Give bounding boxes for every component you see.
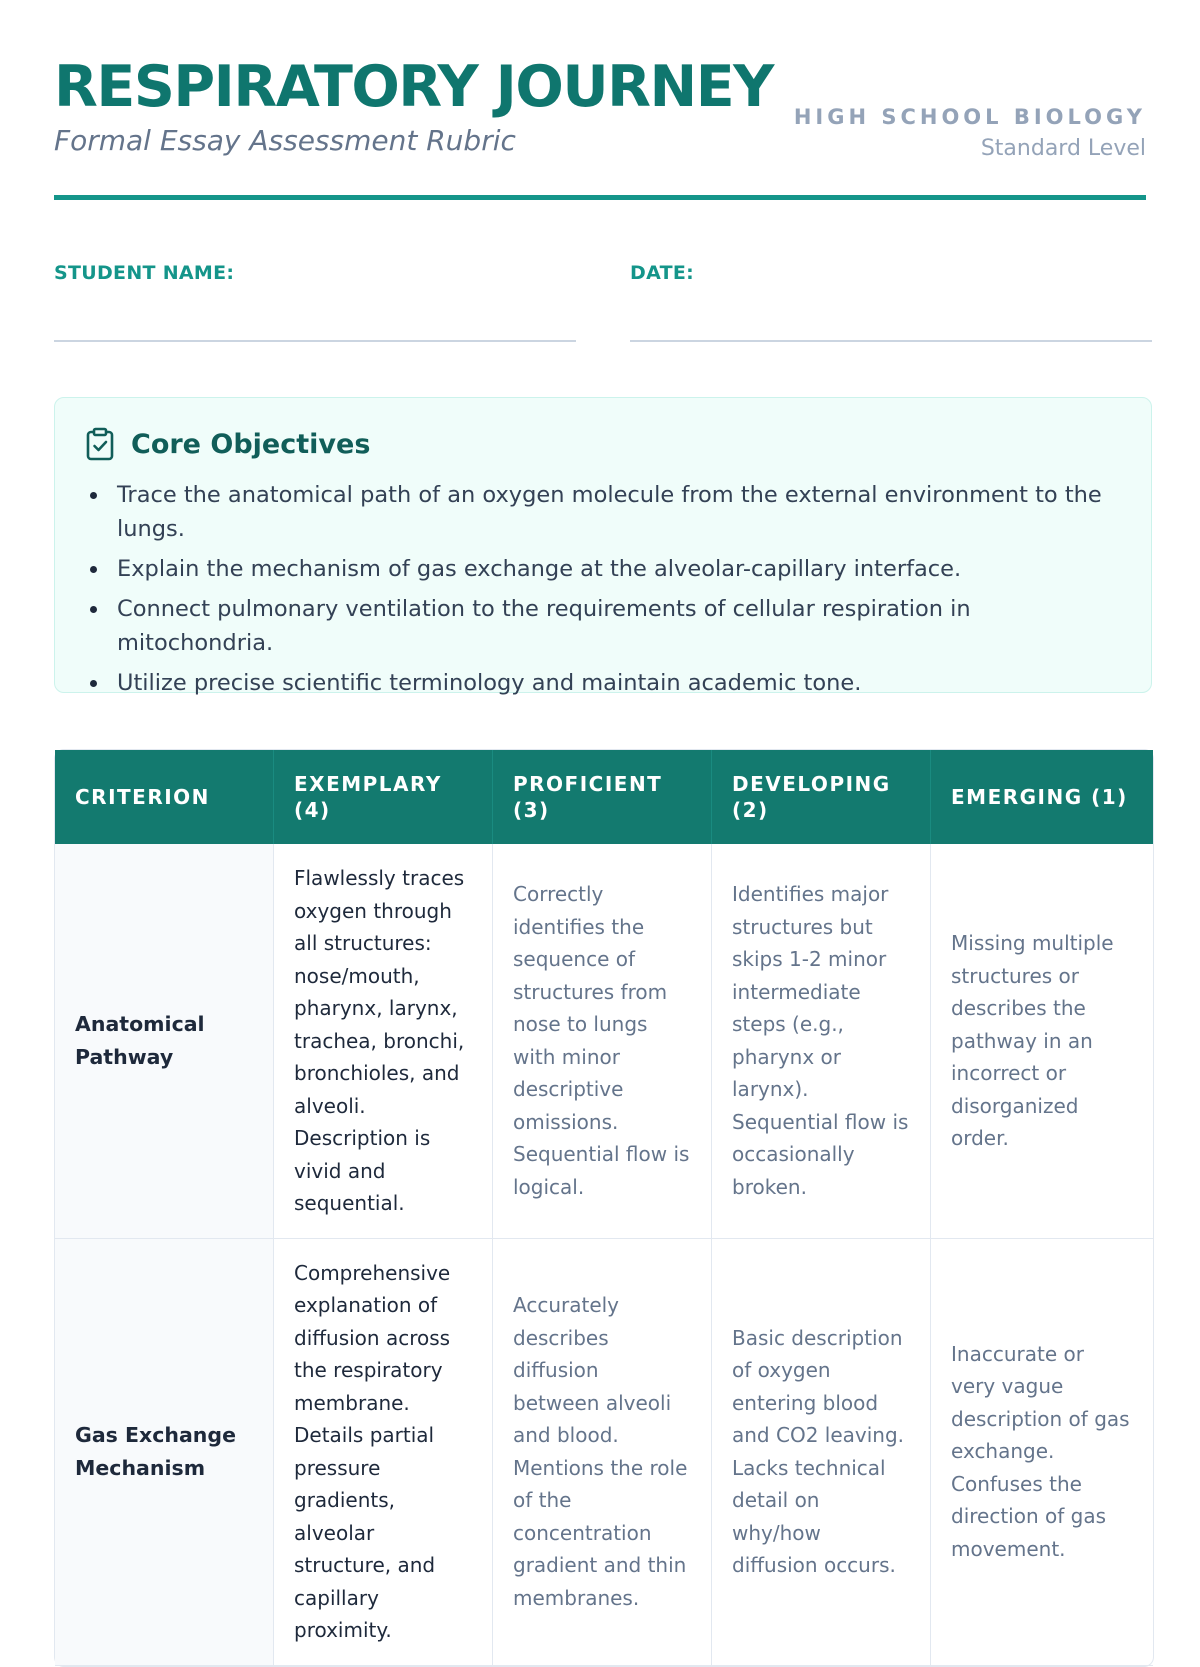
student-name-field[interactable] — [54, 262, 576, 342]
header — [54, 52, 1146, 200]
header-criterion: CRITERION — [55, 750, 274, 844]
header-proficient: PROFICIENT (3) — [493, 750, 712, 844]
date-label: DATE: — [630, 262, 695, 284]
header-emerging: EMERGING (1) — [931, 750, 1153, 844]
developing-cell: Identifies major structures but skips 1-2 minor intermediate steps (e.g., pharynx or larynx). Sequential flow is occasionally broken. — [712, 844, 931, 1239]
criterion-cell: Gas Exchange Mechanism — [55, 1239, 274, 1666]
rubric-table — [54, 749, 1154, 1667]
criterion-cell: Anatomical Pathway — [55, 844, 274, 1239]
objective-item: Utilize precise scientific terminology and maintain academic tone. — [85, 666, 1121, 700]
table-row — [55, 844, 1153, 1239]
course-label: HIGH SCHOOL BIOLOGY — [793, 105, 1146, 129]
header-developing: DEVELOPING (2) — [712, 750, 931, 844]
page-title: RESPIRATORY JOURNEY — [54, 54, 773, 120]
objectives-list — [85, 478, 1121, 700]
clipboard-check-icon — [85, 427, 115, 461]
objective-item: Explain the mechanism of gas exchange at the alveolar-capillary interface. — [85, 552, 1121, 586]
table-header-row — [55, 750, 1153, 844]
exemplary-cell: Comprehensive explanation of diffusion across the respiratory membrane. Details partial pressure gradients, alveolar structure, and capillary proximity. — [274, 1239, 493, 1666]
objectives-heading — [85, 426, 1121, 462]
emerging-cell: Inaccurate or very vague description of gas exchange. Confuses the direction of gas movement. — [931, 1239, 1153, 1666]
level-label: Standard Level — [980, 136, 1146, 161]
page-subtitle: Formal Essay Assessment Rubric — [54, 124, 516, 157]
student-name-label: STUDENT NAME: — [54, 262, 235, 284]
proficient-cell: Accurately describes diffusion between alveoli and blood. Mentions the role of the concentration gradient and thin membranes. — [493, 1239, 712, 1666]
objective-item: Connect pulmonary ventilation to the requirements of cellular respiration in mitochondria. — [85, 592, 1121, 660]
developing-cell: Basic description of oxygen entering blood and CO2 leaving. Lacks technical detail on why/how diffusion occurs. — [712, 1239, 931, 1666]
emerging-cell: Missing multiple structures or describes the pathway in an incorrect or disorganized order. — [931, 844, 1153, 1239]
proficient-cell: Correctly identifies the sequence of structures from nose to lungs with minor descriptive omissions. Sequential flow is logical. — [493, 844, 712, 1239]
objective-item: Trace the anatomical path of an oxygen molecule from the external environment to the lungs. — [85, 478, 1121, 546]
objectives-title: Core Objectives — [131, 428, 371, 460]
date-field[interactable] — [630, 262, 1152, 342]
header-exemplary: EXEMPLARY (4) — [274, 750, 493, 844]
core-objectives-panel — [54, 397, 1152, 696]
exemplary-cell: Flawlessly traces oxygen through all structures: nose/mouth, pharynx, larynx, trachea, bronchi, bronchioles, and alveoli. Description is vivid and sequential. — [274, 844, 493, 1239]
table-row — [55, 1239, 1153, 1666]
